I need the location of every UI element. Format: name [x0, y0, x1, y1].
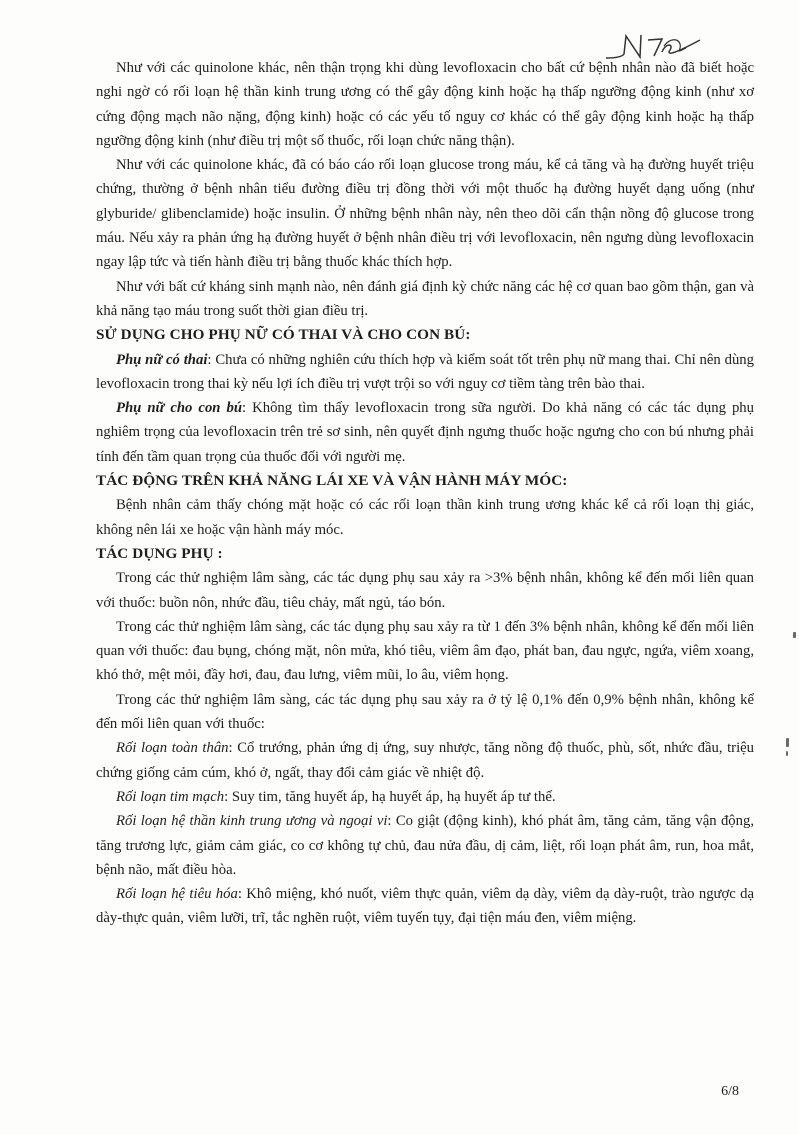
- scan-artifact: [786, 738, 789, 747]
- text-systemic-disorders: : Cổ trướng, phản ứng dị ứng, suy nhược, tăng nồng độ thuốc, phù, sốt, nhức đầu, triệu chứng giống cảm cúm, khó ở, ngất, thay đổi cảm giác về nhiệt độ.: [96, 740, 755, 781]
- page-number: 6/8: [721, 1084, 739, 1099]
- text-digestive-disorders: : Khô miệng, khó nuốt, viêm thực quản, viêm dạ dày, viêm dạ dày-ruột, trào ngược dạ dày-thực quản, viêm lưỡi, trĩ, tắc nghẽn ruột, viêm tuyến tụy, đại tiện máu đen, viêm miệng.: [96, 886, 754, 927]
- paragraph-side-effects-1-3: Trong các thử nghiệm lâm sàng, các tác dụng phụ sau xảy ra từ 1 đến 3% bệnh nhân, không kể đến mối liên quan với thuốc: đau bụng, chóng mặt, nôn mửa, khó tiêu, viêm âm đạo, phát ban, đau ngực, ngứa, viêm xoang, khó thở, mệt mỏi, đầy hơi, đau, đau lưng, viêm mũi, lo âu, viêm họng.: [96, 618, 754, 684]
- paragraph-side-effects-over-3: Trong các thử nghiệm lâm sàng, các tác dụng phụ sau xảy ra >3% bệnh nhân, không kể đến mối liên quan với thuốc: buồn nôn, nhức đầu, tiêu chảy, mất ngủ, táo bón.: [96, 570, 754, 611]
- text-nursing-women: : Không tìm thấy levofloxacin trong sữa người. Do khả năng có các tác dụng phụ nghiêm trọng của levofloxacin trên trẻ sơ sinh, nên quyết định ngưng thuốc hoặc ngưng cho con bú nhưng phải tính đến tầm quan trọng của thuốc đối với người mẹ.: [96, 400, 754, 465]
- paragraph-nursing-women: [96, 396, 754, 469]
- paragraph-glucose: Như với các quinolone khác, đã có báo cáo rối loạn glucose trong máu, kể cả tăng và hạ đường huyết triệu chứng, thường ở bệnh nhân tiểu đường điều trị đồng thời với một thuốc hạ đường huyết dạng uống (như glyburide/ glibenclamide) hoặc insulin. Ở những bệnh nhân này, nên theo dõi cẩn thận nồng độ glucose trong máu. Nếu xảy ra phản ứng hạ đường huyết ở bệnh nhân điều trị với levofloxacin, nên ngưng dùng levofloxacin ngay lập tức và tiến hành điều trị bằng thuốc khác thích hợp.: [96, 157, 754, 271]
- scan-artifact: [793, 632, 796, 638]
- text-pregnant-women: : Chưa có những nghiên cứu thích hợp và kiểm soát tốt trên phụ nữ mang thai. Chỉ nên dùng levofloxacin trong thai kỳ nếu lợi ích điều trị vượt trội so với nguy cơ tiềm tàng trên bào thai.: [96, 351, 754, 392]
- heading-pregnancy: SỬ DỤNG CHO PHỤ NỮ CÓ THAI VÀ CHO CON BÚ:: [96, 326, 471, 344]
- paragraph-side-effects-0-1: Trong các thử nghiệm lâm sàng, các tác dụng phụ sau xảy ra ở tỷ lệ 0,1% đến 0,9% bệnh nhân, không kể đến mối liên quan với thuốc:: [96, 691, 754, 733]
- label-nursing-women: Phụ nữ cho con bú: [116, 400, 243, 417]
- label-pregnant-women: Phụ nữ có thai: [116, 351, 208, 368]
- label-digestive-disorders: Rối loạn hệ tiêu hóa: [116, 886, 238, 903]
- text-cardio-disorders: : Suy tim, tăng huyết áp, hạ huyết áp, hạ huyết áp tư thế.: [224, 788, 556, 805]
- label-neuro-disorders: Rối loạn hệ thần kinh trung ương và ngoại vi: [116, 813, 388, 830]
- paragraph-organ-monitoring: Như với bất cứ kháng sinh mạnh nào, nên đánh giá định kỳ chức năng các hệ cơ quan bao gồm thận, gan và khả năng tạo máu trong suốt thời gian điều trị.: [96, 278, 754, 319]
- paragraph-systemic-disorders: [96, 736, 754, 785]
- paragraph-cardio-disorders: [96, 785, 754, 809]
- label-cardio-disorders: Rối loạn tim mạch: [116, 788, 225, 805]
- document-body: [96, 56, 754, 931]
- paragraph-digestive-disorders: [96, 882, 754, 931]
- paragraph-quinolone-cns: Như với các quinolone khác, nên thận trọng khi dùng levofloxacin cho bất cứ bệnh nhân nào đã biết hoặc nghi ngờ có rối loạn hệ thần kinh trung ương có thể gây động kinh hoặc hạ thấp ngưỡng động kinh (như xơ cứng động mạch não nặng, động kinh) hoặc có các yếu tố nguy cơ khác có thể gây động kinh hoặc hạ thấp ngưỡng động kinh (như điều trị một số thuốc, rối loạn chức năng thận).: [96, 60, 754, 149]
- paragraph-driving: Bệnh nhân cảm thấy chóng mặt hoặc có các rối loạn thần kinh trung ương khác kể cả rối loạn thị giác, không nên lái xe hoặc vận hành máy móc.: [96, 497, 754, 538]
- heading-driving: TÁC ĐỘNG TRÊN KHẢ NĂNG LÁI XE VÀ VẬN HÀNH MÁY MÓC:: [96, 472, 568, 490]
- paragraph-pregnant-women: [96, 348, 754, 397]
- text-neuro-disorders: : Co giật (động kinh), khó phát âm, tăng cảm, tăng vận động, tăng trương lực, giảm cảm giác, co cơ không tự chủ, đau nửa đầu, dị cảm, liệt, rối loạn phát âm, run, hoa mắt, bệnh não, mất điều hòa.: [96, 813, 754, 878]
- paragraph-neuro-disorders: [96, 809, 754, 882]
- heading-side-effects: TÁC DỤNG PHỤ :: [96, 544, 223, 562]
- label-systemic-disorders: Rối loạn toàn thân: [116, 740, 229, 757]
- scan-artifact: [786, 751, 788, 756]
